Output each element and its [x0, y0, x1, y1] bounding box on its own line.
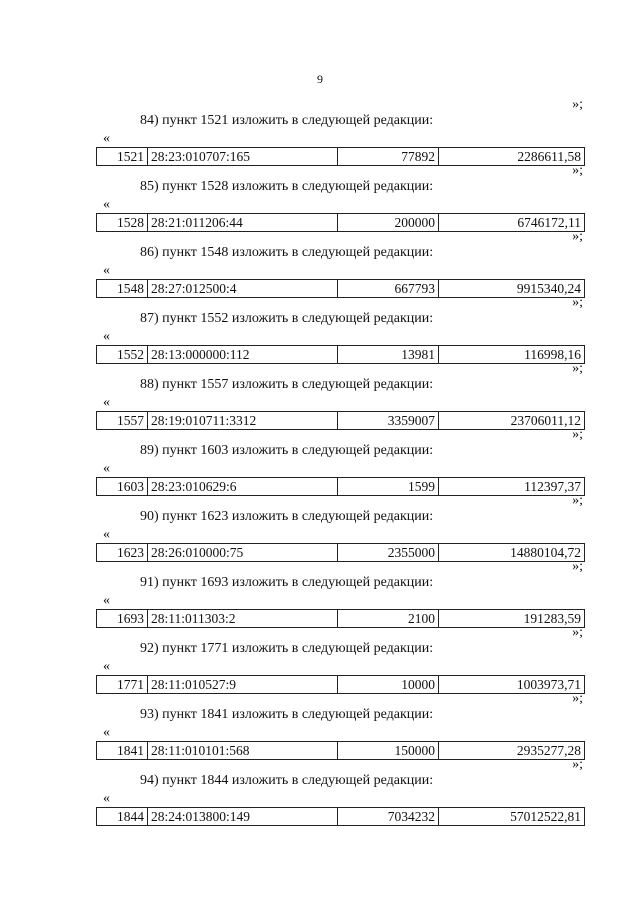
table-row [97, 544, 585, 562]
opening-quote: « [103, 791, 110, 806]
closing-quote: »; [572, 493, 583, 508]
cadastral-number-cell: 28:23:010707:165 [148, 148, 338, 166]
closing-quote: »; [572, 691, 583, 706]
table-row [97, 610, 585, 628]
registry-row-table [96, 279, 585, 298]
opening-quote: « [103, 527, 110, 542]
cadastral-number-cell: 28:23:010629:6 [148, 478, 338, 496]
registry-row-table [96, 741, 585, 760]
item-number-cell: 1771 [97, 676, 148, 694]
item-number-cell: 1552 [97, 346, 148, 364]
closing-quote: »; [572, 427, 583, 442]
amendment-entry [0, 493, 640, 562]
opening-quote: « [103, 329, 110, 344]
opening-quote: « [103, 395, 110, 410]
amendment-instruction: 84) пункт 1521 изложить в следующей редакции: [140, 113, 434, 128]
table-row [97, 742, 585, 760]
closing-quote: »; [572, 163, 583, 178]
registry-row-table [96, 411, 585, 430]
table-row [97, 808, 585, 826]
area-cell: 13981 [338, 346, 439, 364]
area-cell: 1599 [338, 478, 439, 496]
amendment-entry [0, 427, 640, 496]
value-cell: 23706011,12 [439, 412, 585, 430]
registry-row-table [96, 543, 585, 562]
area-cell: 200000 [338, 214, 439, 232]
area-cell: 2355000 [338, 544, 439, 562]
table-row [97, 148, 585, 166]
value-cell: 112397,37 [439, 478, 585, 496]
closing-quote: »; [572, 361, 583, 376]
closing-quote: »; [572, 757, 583, 772]
value-cell: 6746172,11 [439, 214, 585, 232]
cadastral-number-cell: 28:11:011303:2 [148, 610, 338, 628]
amendment-entry [0, 625, 640, 694]
registry-row-table [96, 609, 585, 628]
item-number-cell: 1844 [97, 808, 148, 826]
area-cell: 667793 [338, 280, 439, 298]
opening-quote: « [103, 263, 110, 278]
table-row [97, 346, 585, 364]
cadastral-number-cell: 28:26:010000:75 [148, 544, 338, 562]
area-cell: 10000 [338, 676, 439, 694]
item-number-cell: 1603 [97, 478, 148, 496]
table-row [97, 676, 585, 694]
amendment-entry [0, 97, 640, 166]
amendment-instruction: 88) пункт 1557 изложить в следующей редакции: [140, 377, 434, 392]
amendment-entry [0, 757, 640, 826]
page-number: 9 [317, 72, 323, 86]
value-cell: 14880104,72 [439, 544, 585, 562]
registry-row-table [96, 675, 585, 694]
amendment-instruction: 93) пункт 1841 изложить в следующей редакции: [140, 707, 434, 722]
area-cell: 7034232 [338, 808, 439, 826]
table-row [97, 478, 585, 496]
item-number-cell: 1693 [97, 610, 148, 628]
item-number-cell: 1528 [97, 214, 148, 232]
opening-quote: « [103, 131, 110, 146]
value-cell: 57012522,81 [439, 808, 585, 826]
cadastral-number-cell: 28:24:013800:149 [148, 808, 338, 826]
amendment-instruction: 85) пункт 1528 изложить в следующей редакции: [140, 179, 434, 194]
closing-quote: »; [572, 625, 583, 640]
opening-quote: « [103, 197, 110, 212]
cadastral-number-cell: 28:19:010711:3312 [148, 412, 338, 430]
item-number-cell: 1521 [97, 148, 148, 166]
table-row [97, 280, 585, 298]
registry-row-table [96, 477, 585, 496]
value-cell: 2286611,58 [439, 148, 585, 166]
area-cell: 2100 [338, 610, 439, 628]
value-cell: 9915340,24 [439, 280, 585, 298]
amendment-entry [0, 361, 640, 430]
amendment-entry [0, 295, 640, 364]
cadastral-number-cell: 28:21:011206:44 [148, 214, 338, 232]
opening-quote: « [103, 725, 110, 740]
cadastral-number-cell: 28:13:000000:112 [148, 346, 338, 364]
registry-row-table [96, 213, 585, 232]
cadastral-number-cell: 28:11:010101:568 [148, 742, 338, 760]
item-number-cell: 1623 [97, 544, 148, 562]
value-cell: 1003973,71 [439, 676, 585, 694]
amendment-entry [0, 691, 640, 760]
opening-quote: « [103, 593, 110, 608]
amendment-instruction: 94) пункт 1844 изложить в следующей редакции: [140, 773, 434, 788]
closing-quote: »; [572, 295, 583, 310]
registry-row-table [96, 147, 585, 166]
area-cell: 3359007 [338, 412, 439, 430]
closing-quote: »; [572, 229, 583, 244]
amendment-instruction: 89) пункт 1603 изложить в следующей редакции: [140, 443, 434, 458]
amendment-instruction: 86) пункт 1548 изложить в следующей редакции: [140, 245, 434, 260]
amendment-entry [0, 559, 640, 628]
amendment-instruction: 91) пункт 1693 изложить в следующей редакции: [140, 575, 434, 590]
area-cell: 150000 [338, 742, 439, 760]
value-cell: 191283,59 [439, 610, 585, 628]
value-cell: 116998,16 [439, 346, 585, 364]
amendment-entry [0, 229, 640, 298]
value-cell: 2935277,28 [439, 742, 585, 760]
amendment-instruction: 92) пункт 1771 изложить в следующей редакции: [140, 641, 434, 656]
item-number-cell: 1841 [97, 742, 148, 760]
table-row [97, 214, 585, 232]
item-number-cell: 1548 [97, 280, 148, 298]
opening-quote: « [103, 461, 110, 476]
opening-quote: « [103, 659, 110, 674]
item-number-cell: 1557 [97, 412, 148, 430]
amendment-instruction: 90) пункт 1623 изложить в следующей редакции: [140, 509, 434, 524]
closing-quote: »; [572, 559, 583, 574]
closing-quote: »; [572, 97, 583, 112]
registry-row-table [96, 807, 585, 826]
cadastral-number-cell: 28:27:012500:4 [148, 280, 338, 298]
area-cell: 77892 [338, 148, 439, 166]
amendment-entry [0, 163, 640, 232]
registry-row-table [96, 345, 585, 364]
cadastral-number-cell: 28:11:010527:9 [148, 676, 338, 694]
table-row [97, 412, 585, 430]
amendment-instruction: 87) пункт 1552 изложить в следующей редакции: [140, 311, 434, 326]
